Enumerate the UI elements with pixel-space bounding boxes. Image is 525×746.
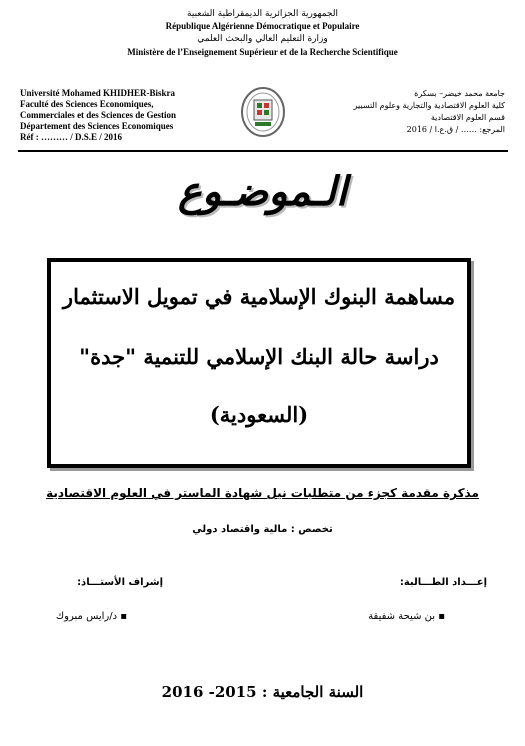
specialty: تخصص : مالية واقتصاد دولي (192, 524, 333, 535)
institution-block-arabic (305, 88, 505, 136)
bullet-icon: ▪ (435, 611, 445, 622)
student-label: إعـــداد الطـــالبة: (399, 577, 487, 588)
header-divider (18, 150, 508, 152)
department-name: Département des Sciences Economiques (20, 121, 174, 131)
topic-heading: الـموضـوع (177, 168, 348, 215)
bullet-icon: ▪ (117, 611, 127, 622)
title-box (47, 258, 471, 468)
student-name: ▪ بن شيحة شفيقة (368, 611, 445, 622)
reference: Réf : ……… / D.S.E / 2016 (20, 132, 122, 142)
department-name-ar: قسم العلوم الاقتصادية (430, 113, 505, 122)
university-logo (240, 86, 286, 138)
supervisor-label: إشراف الأستـــاذ: (77, 577, 163, 588)
ministry-arabic: وزارة التعليم العالي والبحث العلمي (197, 34, 328, 44)
faculty-name-ar: كلية العلوم الاقتصادية والتجارية وعلوم التسيير (353, 101, 505, 110)
university-name: Université Mohamed KHIDHER-Biskra (20, 88, 175, 98)
title-line-3: (السعودية) (209, 402, 309, 427)
university-name-ar: جامعة محمد خيضر– بسكرة (414, 89, 505, 98)
faculty-name: Faculté des Sciences Economiques, (20, 99, 154, 109)
supervisor-name: ▪ د/رايس مبروك (55, 611, 127, 622)
reference-ar: المرجع: …… / ق.ع.ا / 2016 (406, 125, 505, 134)
republic-french: République Algérienne Démocratique et Populaire (165, 21, 360, 31)
republic-arabic: الجمهورية الجزائرية الديمقراطية الشعبية (187, 9, 338, 19)
institution-block-french (20, 88, 230, 143)
title-line-1: مساهمة البنوك الإسلامية في تمويل الاستثمار (62, 284, 456, 309)
memo-statement: مذكرة مقدمة كجزء من متطلبات نيل شهادة الماستر في العلوم الاقتصادية (46, 486, 479, 500)
faculty-name-cont: Commerciales et des Sciences de Gestion (20, 110, 177, 120)
academic-year: السنة الجامعية : 2015- 2016 (161, 683, 364, 701)
title-line-2: دراسة حالة البنك الإسلامي للتنمية "جدة" (79, 344, 439, 369)
ministry-french: Ministère de l’Enseignement Supérieur et de la Recherche Scientifique (127, 47, 398, 57)
